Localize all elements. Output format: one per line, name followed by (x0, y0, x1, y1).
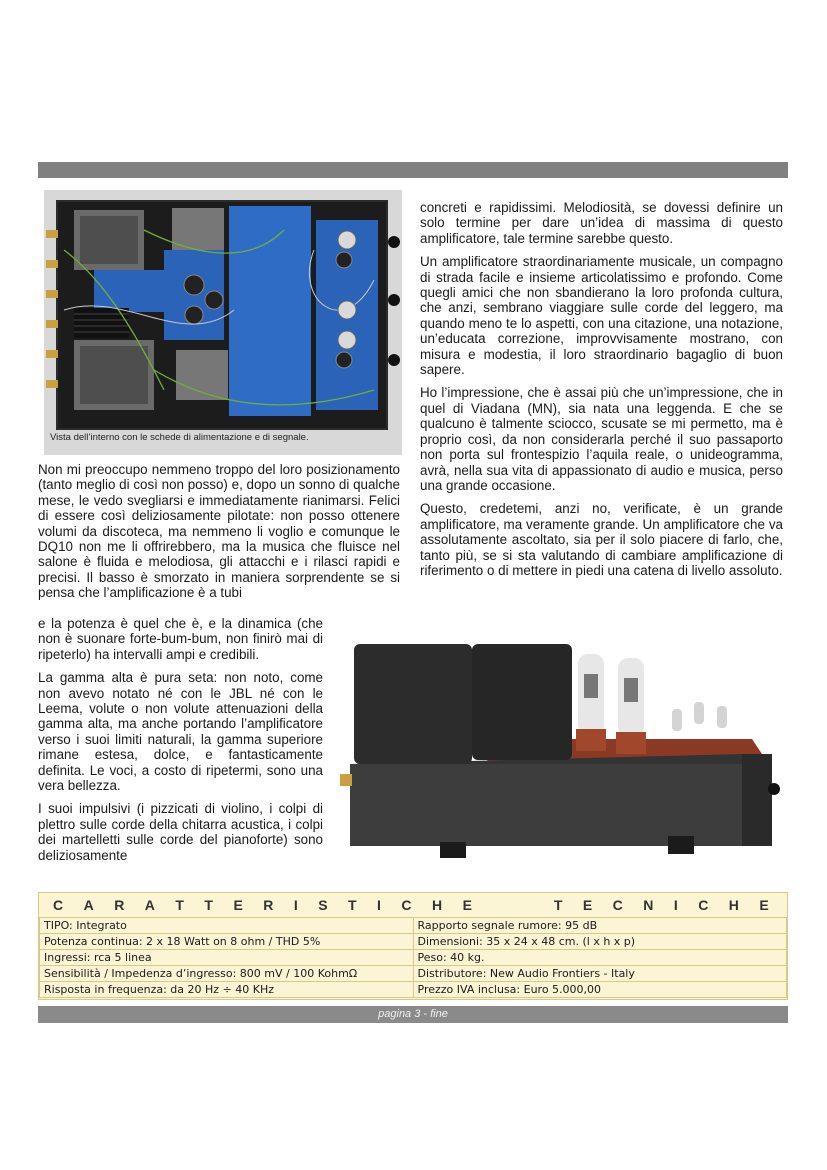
spec-cell: Prezzo IVA inclusa: Euro 5.000,00 (413, 982, 787, 998)
paragraph: I suoi impulsivi (i pizzicati di violino, i colpi di plettro sulle corde della chitarra acustica, i colpi dei martelletti sulle corde del pianoforte) sono deliziosamente (38, 801, 323, 863)
table-row (40, 950, 787, 966)
photo-caption: Vista dell’interno con le schede di alimentazione e di segnale. (50, 432, 309, 443)
specs-title-letter: E (233, 897, 243, 913)
spec-cell: Potenza continua: 2 x 18 Watt on 8 ohm / THD 5% (40, 934, 414, 950)
paragraph: Non mi preoccupo nemmeno troppo del loro posizionamento (tanto meglio di così non posso) e, dopo un sonno di qualche mese, le vedo svegliarsi e immediatamente rianimarsi. Felici di essere così deliziosamente pilotate: non posso ottenere volumi da discoteca, ma nemmeno li voglio e comunque le DQ10 non me li offrirebbero, ma la musica che fluisce nel salone è fluida e melodiosa, gli attacchi e i rilasci rapidi e precisi. Il basso è smorzato in maniera sorprendente se si pensa che l’amplificazione è a tubi (38, 462, 400, 601)
specs-title (39, 893, 787, 917)
spec-cell: TIPO: Integrato (40, 918, 414, 934)
left-column-text-bottom (38, 616, 323, 871)
paragraph: e la potenza è quel che è, e la dinamica (che non è suonare forte-bum-bum, non finirò mai di ripeterlo) ha intervalli ampi e credibili. (38, 616, 323, 662)
specs-title-letter: I (673, 897, 678, 913)
specs-title-letter: C (53, 897, 64, 913)
spec-cell: Rapporto segnale rumore: 95 dB (413, 918, 787, 934)
right-column-text (420, 200, 783, 586)
left-column-text-top (38, 462, 400, 609)
specs-title-letter: T (204, 897, 213, 913)
paragraph: La gamma alta è pura seta: non noto, come non avevo notato né con le JBL né con le Leema, volute o non volute attenuazioni della gamma alta, ma anche portando l’amplificatore verso i suoi limiti naturali, la gamma superiore rimane estesa, dolce, e fantasticamente definita. Le voci, a costo di ripetermi, sono una vera bellezza. (38, 670, 323, 794)
specs-title-letter: C (612, 897, 623, 913)
specs-title-letter: H (432, 897, 443, 913)
table-row (40, 918, 787, 934)
table-row (40, 982, 787, 998)
specs-title-letter: E (462, 897, 472, 913)
specs-title-letter: T (553, 897, 563, 913)
specs-title-letter: T (348, 897, 357, 913)
specs-title-letter: A (83, 897, 94, 913)
specs-table (39, 917, 787, 998)
spec-cell: Sensibilità / Impedenza d’ingresso: 800 mV / 100 KohmΩ (40, 966, 414, 982)
spec-cell: Dimensioni: 35 x 24 x 48 cm. (l x h x p) (413, 934, 787, 950)
specs-title-letter: C (698, 897, 709, 913)
table-row (40, 934, 787, 950)
paragraph: concreti e rapidissimi. Melodiosità, se dovessi definire un solo termine per dare un’idea di massima di questo amplificatore, tale termine sarebbe questo. (420, 200, 783, 246)
specs-title-letter: E (759, 897, 769, 913)
spec-cell: Risposta in frequenza: da 20 Hz ÷ 40 KHz (40, 982, 414, 998)
specs-title-letter: R (114, 897, 125, 913)
specs-title-letter: I (377, 897, 381, 913)
paragraph: Questo, credetemi, anzi no, verificate, è un grande amplificatore, ma veramente grande. Un amplificatore che va assolutamente ascoltato, sia per il solo piacere di farlo, che, tanto più, se si sta valutando di cambiare amplificazione di riferimento o di mettere in piedi una catena di livello assoluto. (420, 501, 783, 578)
specs-title-letter: E (582, 897, 593, 913)
specs-title-letter: R (263, 897, 274, 913)
table-row (40, 966, 787, 982)
specs-title-letter: C (401, 897, 412, 913)
amplifier-interior-photo (44, 190, 402, 455)
paragraph: Un amplificatore straordinariamente musicale, un compagno di strada facile e insieme articolatissimo e profondo. Come quegli amici che non sbandierano la loro profonda cultura, che anzi, sembrano viaggiare sulle corde del leggero, ma quando meno te lo aspetti, con una citazione, una notazione, un’educata correzione, improvvisamente mostrano, con misura e modestia, il loro straordinario bagaglio di buon sapere. (420, 254, 783, 378)
specs-title-letter: T (175, 897, 184, 913)
paragraph: Ho l’impressione, che è assai più che un’impressione, che in quel di Viadana (MN), sia nata una leggenda. E che se qualcuno è talmente sciocco, scusate se mi permetto, ma è proprio così, da non considerarla perché il suo passaporto non porta sul frontespizio l’aquila reale, o unideogramma, avrà, nella sua vita di appassionato di audio e musica, perso una grande occasione. (420, 385, 783, 493)
specs-title-letter: N (643, 897, 654, 913)
specs-title-letter: H (728, 897, 739, 913)
specs-title-letter: A (144, 897, 155, 913)
amplifier-exterior-photo (332, 614, 784, 884)
specs-title-letter: I (293, 897, 298, 913)
specs-title-letter: S (318, 897, 328, 913)
spec-cell: Ingressi: rca 5 linea (40, 950, 414, 966)
technical-specs-box (38, 892, 788, 1000)
page-footer: pagina 3 - fine (38, 1006, 788, 1023)
top-divider-bar (38, 162, 788, 178)
spec-cell: Peso: 40 kg. (413, 950, 787, 966)
spec-cell: Distributore: New Audio Frontiers - Italy (413, 966, 787, 982)
